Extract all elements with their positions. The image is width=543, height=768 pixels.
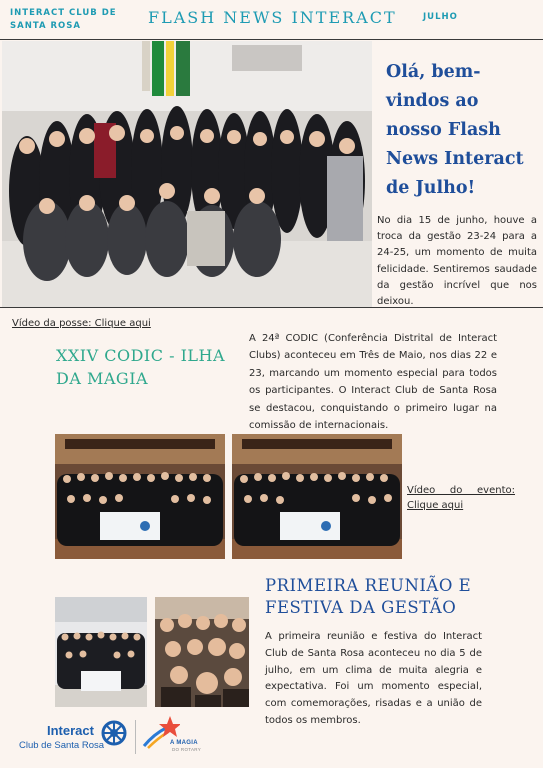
masthead-title: FLASH NEWS INTERACT bbox=[148, 8, 397, 27]
newsletter-header bbox=[0, 0, 543, 40]
welcome-heading: Olá, bem-vindos ao nosso Flash News Interact de Julho! bbox=[386, 62, 524, 198]
reuniao-photo-group bbox=[55, 597, 147, 707]
codic-text: A 24ª CODIC (Conferência Distrital de Interact Clubs) aconteceu em Três de Maio, nos dias 22 e 23, marcando um momento especial para todos os participantes. O Interact Club de Santa Rosa se destacou, conquistando o primeiro lugar na comissão de internacionais. bbox=[249, 333, 497, 432]
welcome-text: No dia 15 de junho, houve a troca da gestão 23-24 para a 24-25, um momento de muita felicidade. Sentiremos saudade da gestão incrível que nos deixou. bbox=[377, 215, 537, 308]
magia-logo-title: A MAGIA bbox=[170, 740, 198, 746]
reuniao-title: PRIMEIRA REUNIÃO E FESTIVA DA GESTÃO bbox=[265, 576, 472, 617]
codic-photo-1 bbox=[55, 434, 225, 559]
issue-month: JULHO bbox=[423, 12, 458, 22]
magia-do-rotary-logo bbox=[140, 714, 210, 758]
interact-logo bbox=[17, 720, 129, 754]
logo-separator bbox=[135, 720, 136, 754]
magia-logo-subtitle: DO ROTARY bbox=[172, 747, 202, 752]
interact-logo-subtitle: Club de Santa Rosa bbox=[19, 740, 105, 751]
codic-title: XXIV CODIC - ILHA DA MAGIA bbox=[56, 346, 226, 388]
group-photo-posse bbox=[2, 41, 372, 307]
codic-photo-2 bbox=[232, 434, 402, 559]
club-name: INTERACT CLUB DE SANTA ROSA bbox=[10, 8, 117, 31]
reuniao-photo-selfie bbox=[155, 597, 249, 707]
section-divider bbox=[0, 307, 543, 308]
video-posse-link[interactable]: Vídeo da posse: Clique aqui bbox=[12, 318, 151, 329]
video-evento-link[interactable]: Vídeo do evento: Clique aqui bbox=[407, 485, 515, 511]
interact-logo-title: Interact bbox=[47, 723, 94, 738]
reuniao-text: A primeira reunião e festiva do Interact Club de Santa Rosa aconteceu no dia 5 de julho, em um clima de muita alegria e expectativa. Foi um momento especial, com comemorações, risadas e a união de todos os membros. bbox=[265, 631, 482, 726]
rotary-wheel-icon bbox=[101, 720, 127, 750]
